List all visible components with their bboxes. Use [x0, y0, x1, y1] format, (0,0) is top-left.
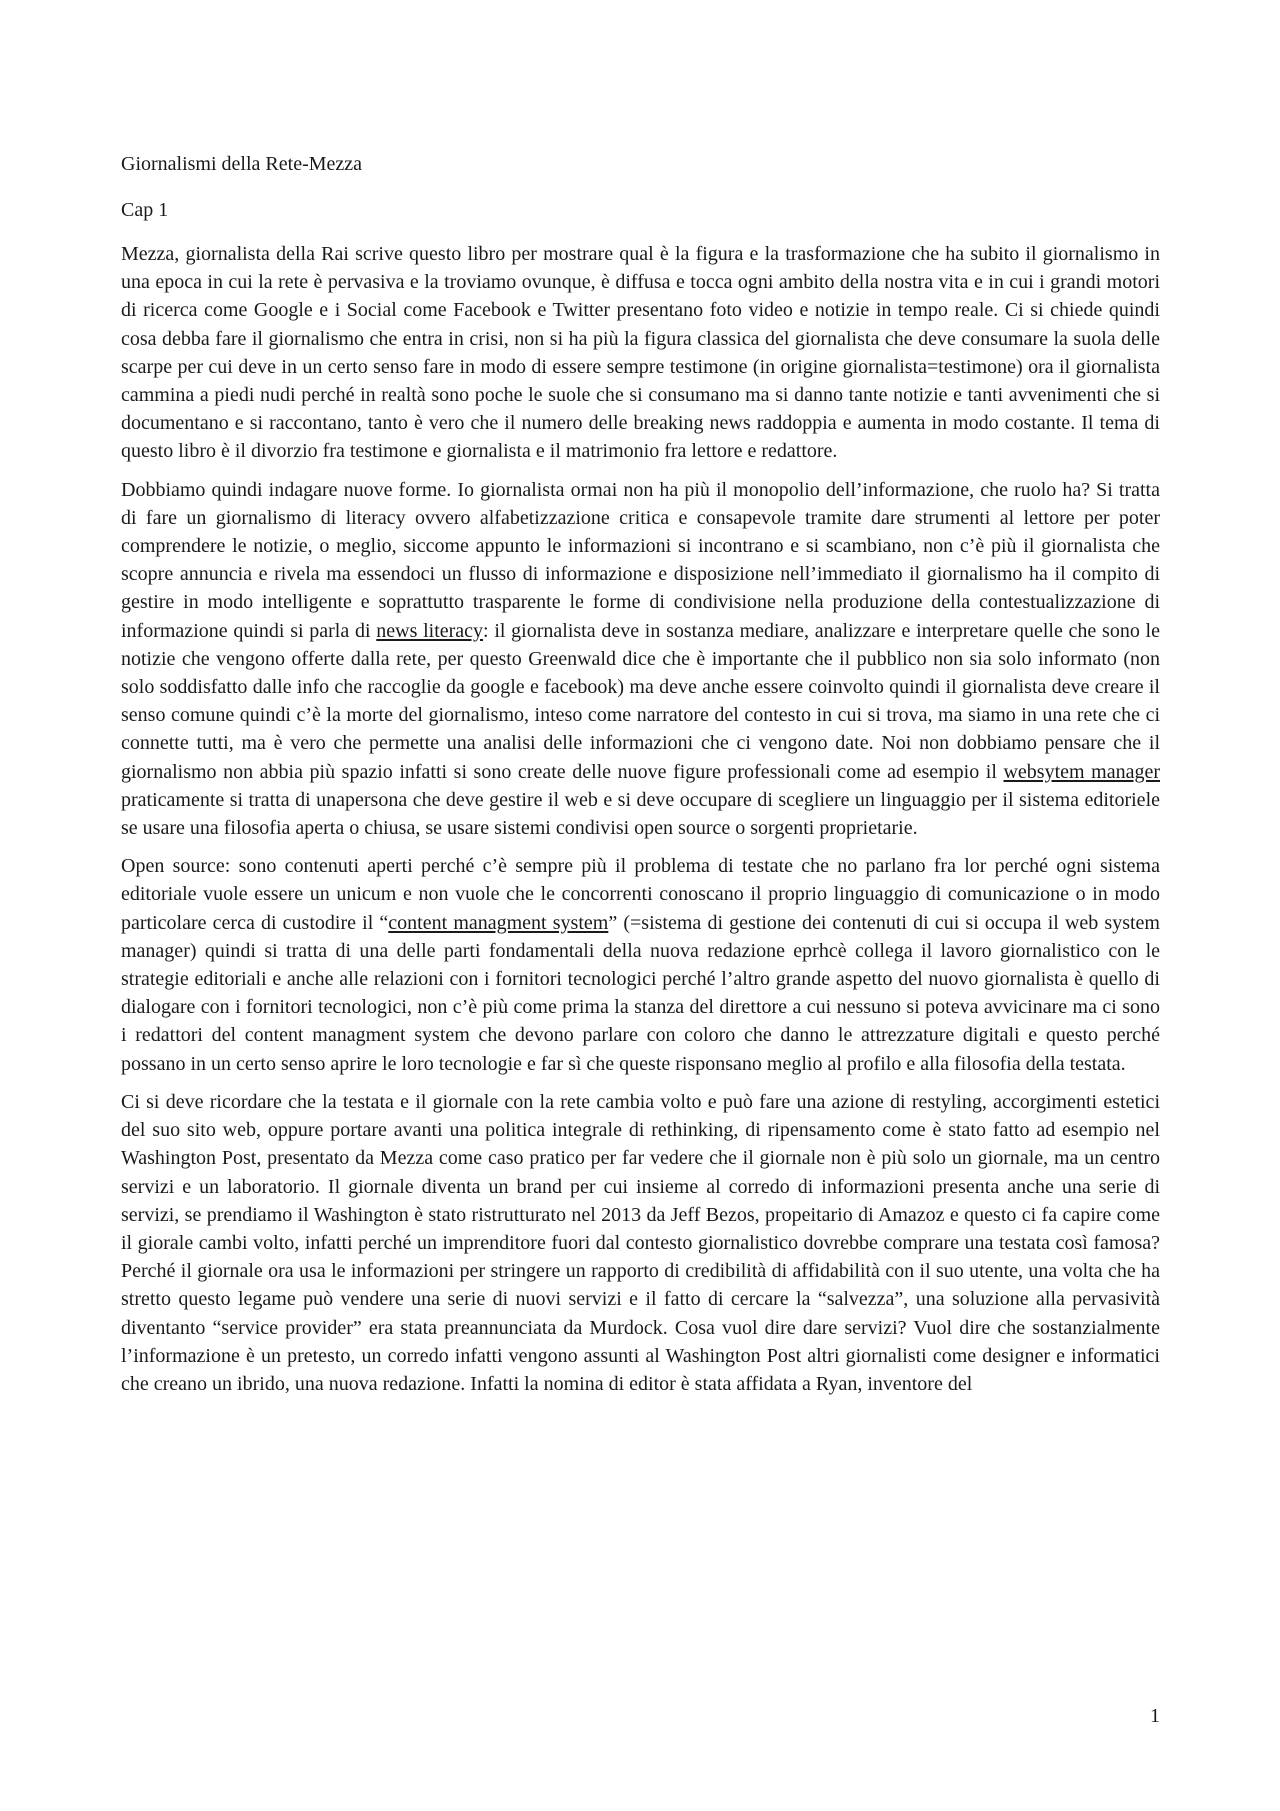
paragraph-text: ” (=sistema di gestione dei contenuti di cui si occupa il web system manager) quindi si tratta di una delle parti fondamentali della nuova redazione eprhcè collega il lavoro giornalistico con le strategie editoriali e anche alle relazioni con i fornitori tecnologici perché l’altro grande aspetto del nuovo giornalista è quello di dialogare con i fornitori tecnologici, non c’è più come prima la stanza del direttore a cui nessuno si poteva avvicinare ma ci sono i redattori del content managment system che devono parlare con coloro che danno le attrezzature digitali e questo perché possano in un certo senso aprire le loro tecnologie e far sì che queste risponsano meglio al profilo e alla filosofia della testata. [121, 911, 1160, 1075]
paragraph [121, 852, 1160, 1078]
paragraph-text: Dobbiamo quindi indagare nuove forme. Io giornalista ormai non ha più il monopolio dell’informazione, che ruolo ha? Si tratta di fare un giornalismo di literacy ovvero alfabetizzazione critica e consapevole tramite dare strumenti al lettore per poter comprendere le notizie, o meglio, siccome appunto le informazioni si incontrano e si scambiano, non c’è più il giornalista che scopre annuncia e rivela ma essendoci un flusso di informazione e disposizione nell’immediato il giornalismo ha il compito di gestire in modo intelligente e soprattutto trasparente le forme di condivisione nella produzione della contestualizzazione di informazione quindi si parla di [121, 478, 1160, 642]
underlined-term: content managment system [388, 911, 609, 934]
paragraph-text: Ci si deve ricordare che la testata e il giornale con la rete cambia volto e può fare una azione di restyling, accorgimenti estetici del suo sito web, oppure portare avanti una politica integrale di rethinking, di ripensamento come è stato fatto ad esempio nel Washington Post, presentato da Mezza come caso pratico per far vedere che il giornale non è più solo un giornale, ma un centro servizi e un laboratorio. Il giornale diventa un brand per cui insieme al corredo di informazioni presenta anche una serie di servizi, se prendiamo il Washington è stato ristrutturato nel 2013 da Jeff Bezos, propeitario di Amazoz e questo ci fa capire come il giorale cambi volto, infatti perché un imprenditore fuori dal contesto giornalistico dovrebbe comprare una testata così famosa? Perché il giornale ora usa le informazioni per stringere un rapporto di credibilità di affidabilità con il suo utente, una volta che ha stretto questo legame può vendere una serie di nuovi servizi e il fatto di cercare la “salvezza”, una soluzione alla pervasività diventanto “service provider” era stata preannunciata da Murdock. Cosa vuol dire dare servizi? Vuol dire che sostanzialmente l’informazione è un pretesto, un corredo infatti vengono assunti al Washington Post altri giornalisti come designer e informatici che creano un ibrido, una nuova redazione. Infatti la nomina di editor è stata affidata a Ryan, inventore del [121, 1090, 1160, 1395]
chapter-heading: Cap 1 [121, 199, 169, 221]
paragraph-text: praticamente si tratta di unapersona che deve gestire il web e si deve occupare di scegliere un linguaggio per il sistema editoriele se usare una filosofia aperta o chiusa, se usare sistemi condivisi open source o sorgenti proprietarie. [121, 788, 1160, 840]
underlined-term: news literacy [376, 619, 484, 642]
paragraph-text: Open source: sono contenuti aperti perché c’è sempre più il problema di testate che no parlano fra lor perché ogni sistema editoriale vuole essere un unicum e non vuole che le concorrenti conoscano il proprio linguaggio di comunicazione o in modo particolare cerca di custodire il “ [121, 855, 1160, 934]
document-page [121, 150, 1160, 1408]
page-number: 1 [1150, 1705, 1160, 1727]
paragraph-text: : il giornalista deve in sostanza mediare, analizzare e interpretare quelle che sono le notizie che vengono offerte dalla rete, per questo Greenwald dice che è importante che il pubblico non sia solo informato (non solo soddisfatto dalle info che raccoglie da google e facebook) ma deve anche essere coinvolto quindi il giornalista deve creare il senso comune quindi c’è la morte del giornalismo, inteso come narratore del contesto in cui si trova, ma siamo in una rete che ci connette tutti, ma è vero che permette una analisi delle informazioni che ci vengono date. Noi non dobbiamo pensare che il giornalismo non abbia più spazio infatti si sono create delle nuove figure professionali come ad esempio il [121, 619, 1160, 783]
body-text [121, 240, 1160, 1398]
document-title: Giornalismi della Rete-Mezza [121, 153, 363, 175]
paragraph [121, 1088, 1160, 1398]
paragraph [121, 476, 1160, 843]
paragraph [121, 240, 1160, 466]
underlined-term: websytem manager [1003, 760, 1160, 783]
paragraph-text: Mezza, giornalista della Rai scrive questo libro per mostrare qual è la figura e la trasformazione che ha subito il giornalismo in una epoca in cui la rete è pervasiva e la troviamo ovunque, è diffusa e tocca ogni ambito della nostra vita e in cui i grandi motori di ricerca come Google e i Social come Facebook e Twitter presentano foto video e notizie in tempo reale. Ci si chiede quindi cosa debba fare il giornalismo che entra in crisi, non si ha più la figura classica del giornalista che deve consumare la suola delle scarpe per cui deve in un certo senso fare in modo di essere sempre testimone (in origine giornalista=testimone) ora il giornalista cammina a piedi nudi perché in realtà sono poche le suole che si consumano ma si danno tante notizie e tanti avvenimenti che si documentano e si raccontano, tanto è vero che il numero delle breaking news raddoppia e aumenta in modo costante. Il tema di questo libro è il divorzio fra testimone e giornalista e il matrimonio fra lettore e redattore. [121, 243, 1160, 463]
